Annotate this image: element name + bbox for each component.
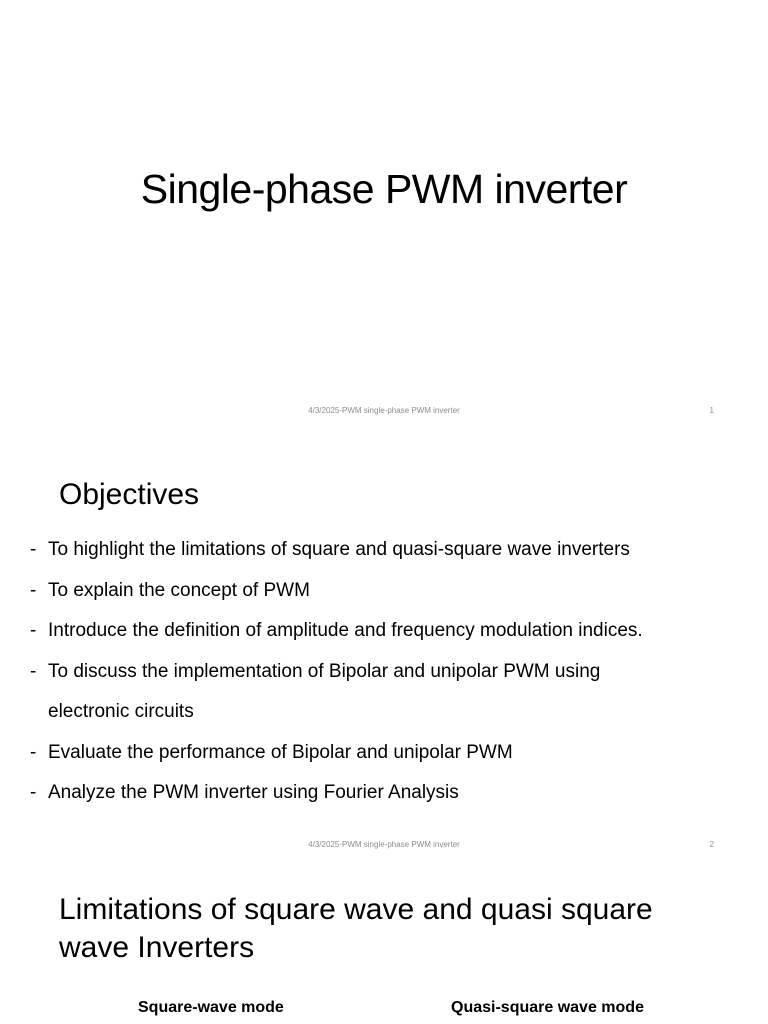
- slide-3-title-line-1: Limitations of square wave and quasi square: [59, 893, 653, 926]
- slide-1-page-number: 1: [709, 406, 714, 415]
- objective-text: To explain the concept of PWM: [48, 579, 310, 601]
- objective-item: [30, 783, 750, 803]
- objective-item: [30, 743, 750, 763]
- slide-2-footer: 4/3/2025-PWM single-phase PWM inverter: [308, 840, 460, 849]
- bullet-dash: -: [30, 620, 37, 641]
- bullet-dash: -: [30, 741, 37, 763]
- objective-text: To highlight the limitations of square and quasi-square wave inverters: [48, 539, 630, 560]
- slide-3-title: [59, 891, 739, 967]
- objective-item: [30, 581, 750, 601]
- slide-2-page-number: 2: [709, 840, 714, 849]
- objectives-list: [30, 540, 750, 824]
- objective-item: [30, 662, 750, 723]
- slide-1: [0, 0, 768, 432]
- quasi-square-wave-heading: Quasi-square wave mode: [451, 999, 644, 1016]
- slide-2-title: Objectives: [59, 478, 200, 511]
- slide-1-footer: 4/3/2025-PWM single-phase PWM inverter: [308, 406, 460, 415]
- slide-3-title-line-2: wave Inverters: [59, 931, 255, 964]
- bullet-dash: -: [30, 539, 37, 560]
- objective-text: To discuss the implementation of Bipolar and unipolar PWM using: [48, 660, 601, 682]
- slide-2: [0, 432, 768, 865]
- objective-text-continuation: electronic circuits: [48, 701, 194, 722]
- bullet-dash: -: [30, 579, 37, 601]
- slide-1-title: Single-phase PWM inverter: [140, 166, 628, 212]
- objective-text: Analyze the PWM inverter using Fourier Analysis: [48, 782, 459, 803]
- objective-item: [30, 621, 750, 641]
- slide-3: [0, 865, 768, 1024]
- bullet-dash: -: [30, 782, 37, 803]
- objective-text: Introduce the definition of amplitude and frequency modulation indices.: [48, 620, 643, 641]
- bullet-dash: -: [30, 660, 37, 682]
- square-wave-heading: Square-wave mode: [138, 999, 284, 1016]
- objective-item: [30, 540, 750, 560]
- objective-text: Evaluate the performance of Bipolar and unipolar PWM: [48, 741, 513, 763]
